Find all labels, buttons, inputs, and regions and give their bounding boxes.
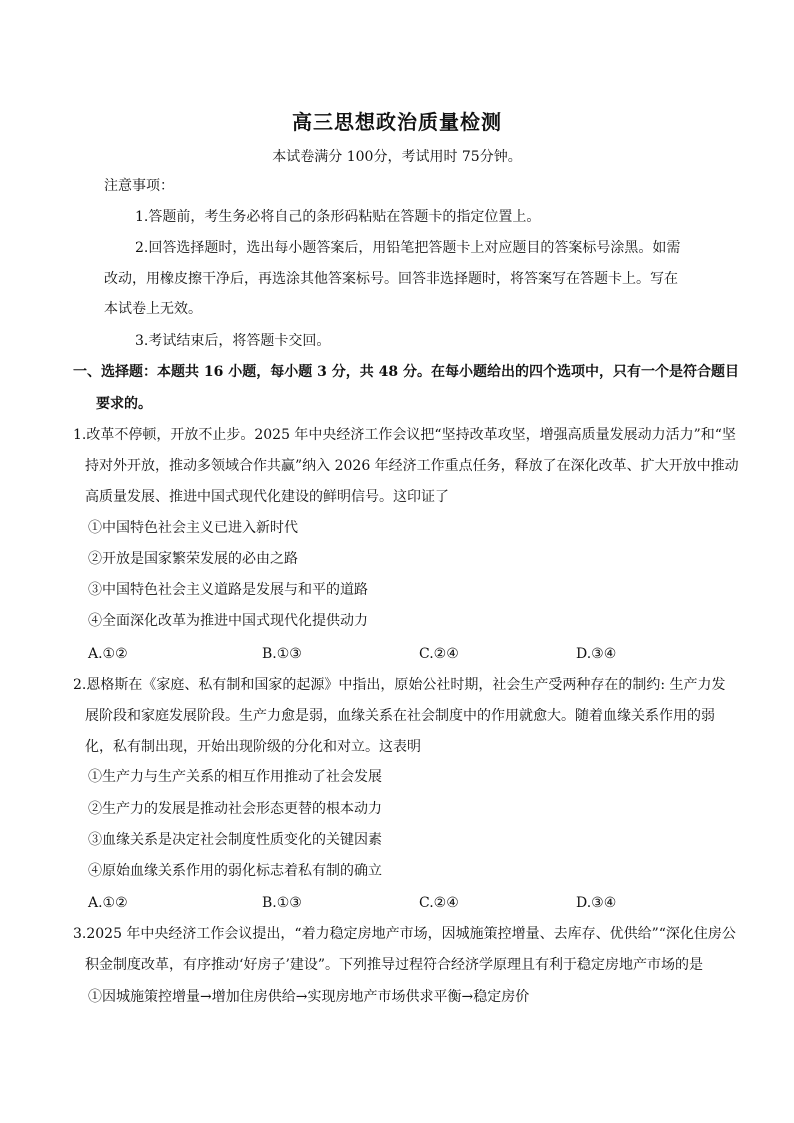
statement: ④原始血缘关系作用的弱化标志着私有制的确立	[88, 863, 382, 879]
statement: ②开放是国家繁荣发展的必由之路	[88, 551, 298, 567]
statement: ②生产力的发展是推动社会形态更替的根本动力	[88, 801, 382, 817]
question-stem: 展阶段和家庭发展阶段。生产力愈是弱，血缘关系在社会制度中的作用就愈大。随着血缘关系作用的弱	[85, 708, 715, 724]
option-c[interactable]: C.②④	[419, 895, 459, 911]
question-stem: 化，私有制出现，开始出现阶级的分化和对立。这表明	[85, 739, 421, 755]
notice-item-continued: 改动，用橡皮擦干净后，再选涂其他答案标号。回答非选择题时，将答案写在答题卡上。写在	[104, 271, 678, 287]
notice-item-continued: 本试卷上无效。	[104, 301, 202, 317]
statement: ①因城施策控增量→增加住房供给→实现房地产市场供求平衡→稳定房价	[88, 989, 530, 1005]
section-heading-continued: 要求的。	[96, 396, 152, 412]
statement: ①生产力与生产关系的相互作用推动了社会发展	[88, 769, 382, 785]
notice-item: 1.答题前，考生务必将自己的条形码粘贴在答题卡的指定位置上。	[135, 209, 541, 225]
option-d[interactable]: D.③④	[576, 895, 617, 911]
question-stem: 积金制度改革，有序推动‘好房子’建设”。下列推导过程符合经济学原理且有利于稳定房地产市场的是	[85, 957, 704, 973]
question-stem: 持对外开放，推动多领域合作共赢”纳入 2026 年经济工作重点任务，释放了在深化改革、扩大开放中推动	[85, 458, 739, 474]
statement: ③中国特色社会主义道路是发展与和平的道路	[88, 582, 368, 598]
question-stem: 3.2025 年中央经济工作会议提出，“着力稳定房地产市场，因城施策控增量、去库存、优供给”“深化住房公	[73, 926, 736, 942]
statement: ④全面深化改革为推进中国式现代化提供动力	[88, 613, 368, 629]
statement: ③血缘关系是决定社会制度性质变化的关键因素	[88, 832, 382, 848]
exam-info: 本试卷满分 100分，考试用时 75分钟。	[272, 149, 522, 165]
page-title: 高三思想政治质量检测	[292, 110, 502, 134]
question-stem: 高质量发展、推进中国式现代化建设的鲜明信号。这印证了	[85, 489, 449, 505]
option-d[interactable]: D.③④	[576, 646, 617, 662]
option-b[interactable]: B.①③	[262, 895, 302, 911]
question-stem: 2.恩格斯在《家庭、私有制和国家的起源》中指出，原始公社时期，社会生产受两种存在的制约: 生产力发	[73, 677, 726, 693]
notice-item: 2.回答选择题时，选出每小题答案后，用铅笔把答题卡上对应题目的答案标号涂黑。如需	[135, 240, 681, 256]
notice-heading: 注意事项：	[104, 178, 174, 194]
option-a[interactable]: A.①②	[88, 646, 128, 662]
option-c[interactable]: C.②④	[419, 646, 459, 662]
section-heading: 一、选择题：本题共 16 小题，每小题 3 分，共 48 分。在每小题给出的四个选项中，只有一个是符合题目	[73, 364, 739, 380]
question-stem: 1.改革不停顿，开放不止步。2025 年中央经济工作会议把“坚持改革攻坚，增强高质量发展动力活力”和“坚	[73, 427, 736, 443]
option-a[interactable]: A.①②	[88, 895, 128, 911]
statement: ①中国特色社会主义已进入新时代	[88, 520, 298, 536]
notice-item: 3.考试结束后，将答题卡交回。	[135, 333, 331, 349]
option-b[interactable]: B.①③	[262, 646, 302, 662]
